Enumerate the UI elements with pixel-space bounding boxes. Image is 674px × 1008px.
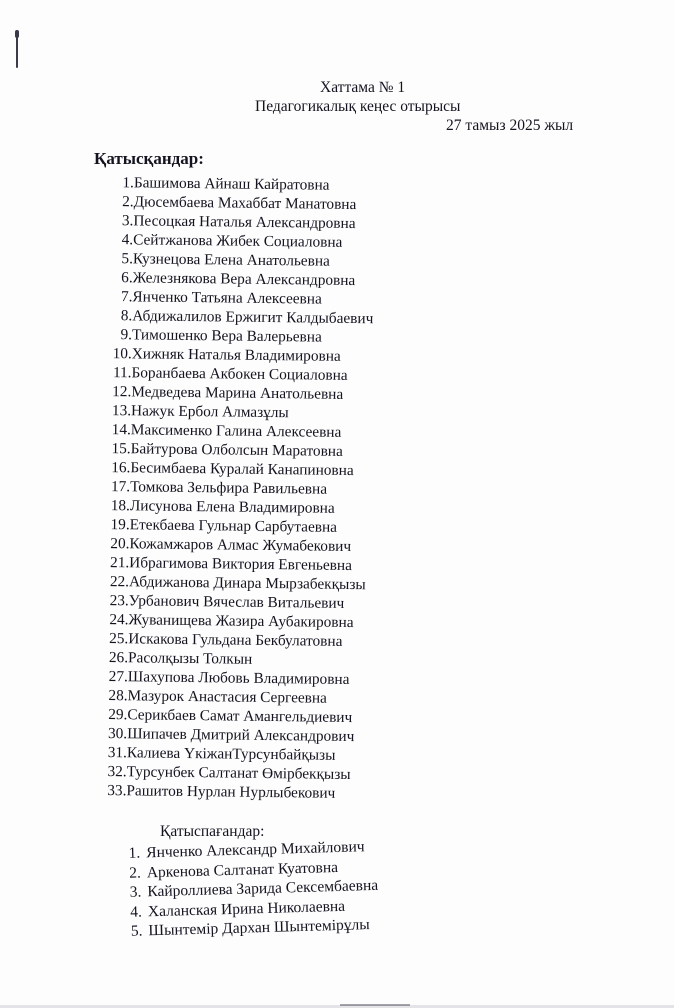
person-name: Медведева Марина Анатольевна: [131, 383, 344, 403]
item-number: 10.: [112, 345, 132, 363]
item-number: 1.: [122, 174, 134, 192]
person-name: Сейтжанова Жибек Социаловна: [133, 231, 343, 251]
item-number: 11.: [112, 364, 132, 382]
item-number: 29.: [108, 706, 128, 724]
person-name: Искакова Гульдана Бекбулатовна: [128, 630, 343, 650]
item-number: 14.: [111, 421, 131, 439]
item-number: 6.: [121, 269, 133, 287]
person-name: Шынтемір Дархан Шынтемірұлы: [148, 916, 370, 940]
item-number: 13.: [111, 402, 132, 420]
person-name: Дюсембаева Махаббат Манатовна: [133, 193, 357, 214]
absent-list: [122, 837, 380, 942]
item-number: 5.: [130, 922, 143, 940]
person-name: Боранбаева Акбокен Социаловна: [131, 364, 348, 384]
item-number: 9.: [120, 326, 133, 344]
person-name: Серикбаев Самат Амангельдиевич: [127, 706, 353, 727]
person-name: Байтурова Олболсын Маратовна: [130, 440, 343, 460]
person-name: Калиева ҮкіжанТурсунбайқызы: [126, 744, 336, 764]
person-name: Максименко Галина Алексеевна: [130, 421, 342, 441]
person-name: Урбанович Вячеслав Витальевич: [128, 592, 345, 612]
item-number: 18.: [110, 497, 131, 515]
item-number: 8.: [120, 307, 133, 325]
person-name: Етекбаева Гульнар Сарбутаевна: [129, 516, 338, 536]
person-name: Абдижалилов Ержигит Калдыбаевич: [132, 307, 374, 328]
person-name: Лисунова Елена Владимировна: [129, 497, 335, 517]
absent-heading: Қатыспағандар:: [160, 823, 265, 840]
item-number: 3.: [129, 883, 142, 901]
item-number: 25.: [109, 630, 129, 648]
item-number: 4.: [121, 231, 134, 249]
item-number: 23.: [109, 592, 129, 610]
item-number: 22.: [109, 573, 130, 591]
item-number: 4.: [130, 902, 143, 921]
item-number: 17.: [110, 478, 131, 496]
person-name: Янченко Александр Михайлович: [146, 838, 365, 862]
item-number: 32.: [107, 763, 127, 781]
item-number: 5.: [121, 250, 134, 268]
person-name: Нажук Ербол Алмазұлы: [130, 402, 289, 422]
person-name: Железнякова Вера Александровна: [132, 269, 356, 290]
person-name: Жуванищева Жазира Аубакировна: [128, 611, 354, 632]
document-subtitle: Педагогикалық кеңес отырысы: [255, 98, 461, 115]
item-number: 26.: [108, 649, 129, 667]
person-name: Хижняк Наталья Владимировна: [131, 345, 341, 365]
item-number: 21.: [110, 554, 130, 572]
present-list: [99, 173, 375, 803]
document-date: 27 тамыз 2025 жыл: [446, 117, 574, 134]
scan-smudge: [340, 1004, 410, 1006]
person-name: Янченко Татьяна Алексеевна: [132, 288, 322, 308]
document-title: Хаттама № 1: [320, 79, 406, 96]
item-number: 19.: [110, 516, 130, 534]
person-name: Тимошенко Вера Валерьевна: [131, 326, 322, 346]
person-name: Шипачев Дмитрий Александрович: [127, 725, 355, 746]
person-name: Расолқызы Толкын: [127, 649, 253, 668]
person-name: Аркенова Салтанат Куатовна: [146, 858, 339, 881]
item-number: 15.: [111, 440, 131, 458]
person-name: Песоцкая Наталья Александровна: [133, 212, 356, 233]
item-number: 2.: [128, 863, 142, 882]
person-name: Абдижанова Динара Мырзабекқызы: [128, 573, 366, 594]
person-name: Бесимбаева Куралай Канапиновна: [130, 459, 354, 480]
person-name: Ибрагимова Виктория Евгеньевна: [129, 554, 353, 575]
item-number: 20.: [110, 535, 130, 553]
person-name: Халанская Ирина Николаевна: [147, 897, 346, 920]
item-number: 27.: [108, 668, 128, 686]
item-number: 31.: [107, 744, 128, 762]
item-number: 28.: [108, 687, 128, 705]
item-number: 24.: [109, 611, 129, 629]
person-name: Шахупова Любовь Владимировна: [127, 668, 350, 688]
person-name: Мазурок Анастасия Сергеевна: [127, 687, 328, 707]
item-number: 30.: [107, 725, 128, 743]
person-name: Башимова Айнаш Кайратовна: [133, 174, 330, 194]
margin-pen-mark: [16, 30, 18, 68]
item-number: 16.: [111, 459, 131, 477]
person-name: Кожамжаров Алмас Жумабекович: [129, 535, 352, 556]
person-name: Рашитов Нурлан Нурлыбекович: [126, 782, 336, 802]
person-name: Кайроллиева Зарида Сексембаевна: [147, 876, 379, 901]
item-number: 1.: [128, 844, 141, 862]
list-item: [99, 781, 367, 803]
present-heading: Қатысқандар:: [94, 149, 204, 168]
person-name: Томкова Зельфира Равильевна: [130, 478, 328, 498]
item-number: 7.: [120, 288, 133, 306]
person-name: Турсунбек Салтанат Өмірбекқызы: [126, 763, 351, 784]
person-name: Кузнецова Елена Анатольевна: [132, 250, 330, 270]
item-number: 33.: [107, 782, 127, 800]
item-number: 3.: [121, 212, 134, 230]
item-number: 2.: [122, 193, 134, 211]
item-number: 12.: [112, 383, 132, 401]
